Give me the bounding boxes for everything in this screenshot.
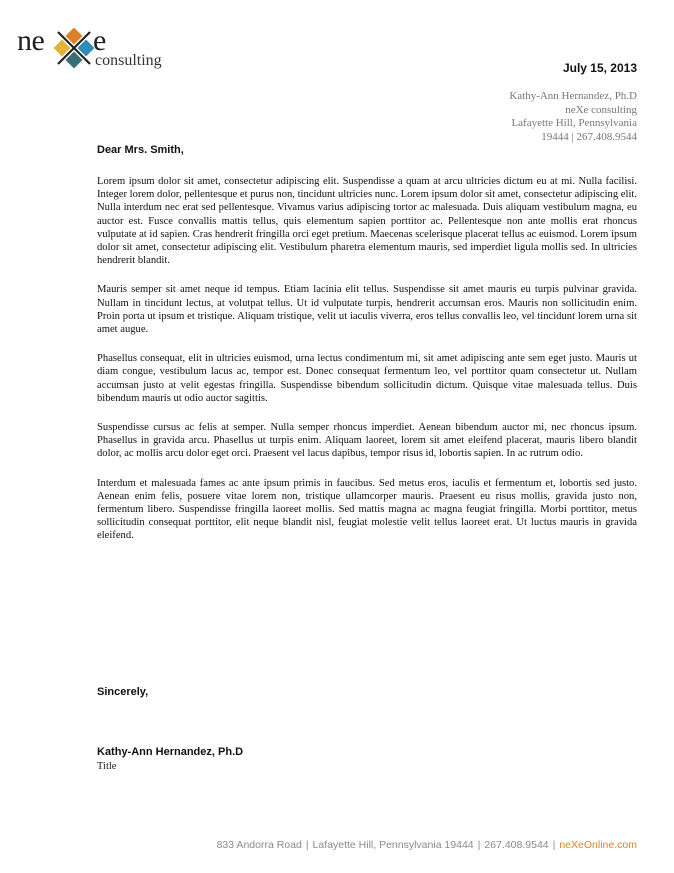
salutation: Dear Mrs. Smith, [97, 144, 184, 156]
body-paragraph-4: Suspendisse cursus ac felis at semper. Nulla semper rhoncus imperdiet. Aenean bibendum auctor mi, nec rhoncus ipsum. Phasellus in gravida arcu. Phasellus ut turpis enim. Aliquam laoreet, lorem sit amet eleifend placerat, mauris libero blandit dolor, ac mollis arcu dolor eget orci. Praesent vel lacus dapibus, tempor risus id, lobortis sapien. In ac rutrum odio. [97, 422, 637, 460]
footer-address: 833 Andorra Road [216, 839, 302, 851]
sender-company: neXe consulting [565, 103, 637, 116]
footer-separator: | [552, 839, 556, 851]
footer-phone: 267.408.9544 [484, 839, 549, 851]
logo-text-e: e [93, 24, 107, 57]
sender-name: Kathy-Ann Hernandez, Ph.D [509, 90, 637, 102]
footer-city: Lafayette Hill, Pennsylvania 19444 [312, 839, 474, 851]
footer-separator: | [305, 839, 309, 851]
company-logo [17, 24, 177, 74]
footer-separator: | [477, 839, 481, 851]
footer-website-link[interactable]: neXeOnline.com [559, 839, 637, 851]
logo-x-mark-icon [54, 28, 94, 68]
footer [217, 839, 637, 851]
body-paragraph-1: Lorem ipsum dolor sit amet, consectetur adipiscing elit. Suspendisse a quam at arcu ultricies dictum eu at mi. Nulla facilisi. Integer lorem dolor, pellentesque et purus non, tincidunt ultricies nunc. Lorem ipsum dolor sit amet, consectetur adipiscing elit. Nulla interdum nec erat sed pellentesque. Vivamus varius adipiscing tortor ac malesuada. Duis aliquam vestibulum magna, eu auctor est. Fusce convallis mattis tellus, quis elementum sapien porttitor ac. Pellentesque non ante mollis erat rhoncus vulputate at id sapien. Cras hendrerit fringilla orci eget pretium. Maecenas scelerisque placerat tellus ac euismod. Lorem ipsum dolor sit amet, consectetur adipiscing elit. Vestibulum pharetra elementum mauris, sed imperdiet ligula mollis sed. In ultricies hendrerit blandit. [97, 176, 637, 267]
body-paragraph-2: Mauris semper sit amet neque id tempus. Etiam lacinia elit tellus. Suspendisse sit amet mauris eu turpis pulvinar gravida. Nullam in tincidunt lectus, at volutpat tellus. Ut id vulputate turpis, hendrerit accumsan eros. Mauris non sollicitudin enim. Proin porta ut ipsum et tristique. Aliquam tristique, velit ut iaculis viverra, eros tellus convallis leo, vel tincidunt lorem urna sit amet augue. [97, 284, 637, 336]
sender-city: Lafayette Hill, Pennsylvania [511, 117, 637, 129]
letter-date: July 15, 2013 [562, 61, 637, 75]
body-paragraph-3: Phasellus consequat, elit in ultricies euismod, urna lectus condimentum mi, sit amet adipiscing ante sem eget justo. Mauris ut diam congue, vestibulum lacus ac, tempor est. Donec consequat fermentum leo, vel porttitor quam consectetur ut. Nullam accumsan justo at velit egestas fringilla. Suspendisse bibendum sollicitudin dictum. Quisque vitae malesuada tellus. Duis bibendum mauris ut odio auctor sagittis. [97, 353, 637, 404]
sender-contact: 19444 | 267.408.9544 [541, 130, 637, 143]
logo-text-ne: ne [17, 24, 45, 57]
letter-body [97, 175, 637, 559]
logo-subtitle: consulting [95, 52, 162, 69]
signature-name: Kathy-Ann Hernandez, Ph.D [97, 746, 244, 758]
closing: Sincerely, [97, 686, 149, 698]
sender-block [509, 90, 637, 144]
body-paragraph-5: Interdum et malesuada fames ac ante ipsum primis in faucibus. Sed metus eros, iaculis et fermentum et, lobortis sed justo. Aenean enim felis, posuere vitae lorem non, tristique ullamcorper mauris. Praesent eu risus mollis, gravida justo non, fermentum libero. Suspendisse fringilla laoreet mollis. Sed mattis magna ac magna feugiat fringilla. Morbi porttitor, metus sollicitudin consequat porttitor, elit neque blandit nisl, feugiat molestie velit tellus laoreet erat. Ut luctus mauris in gravida eleifend. [97, 477, 637, 542]
signature-title: Title [97, 761, 117, 772]
